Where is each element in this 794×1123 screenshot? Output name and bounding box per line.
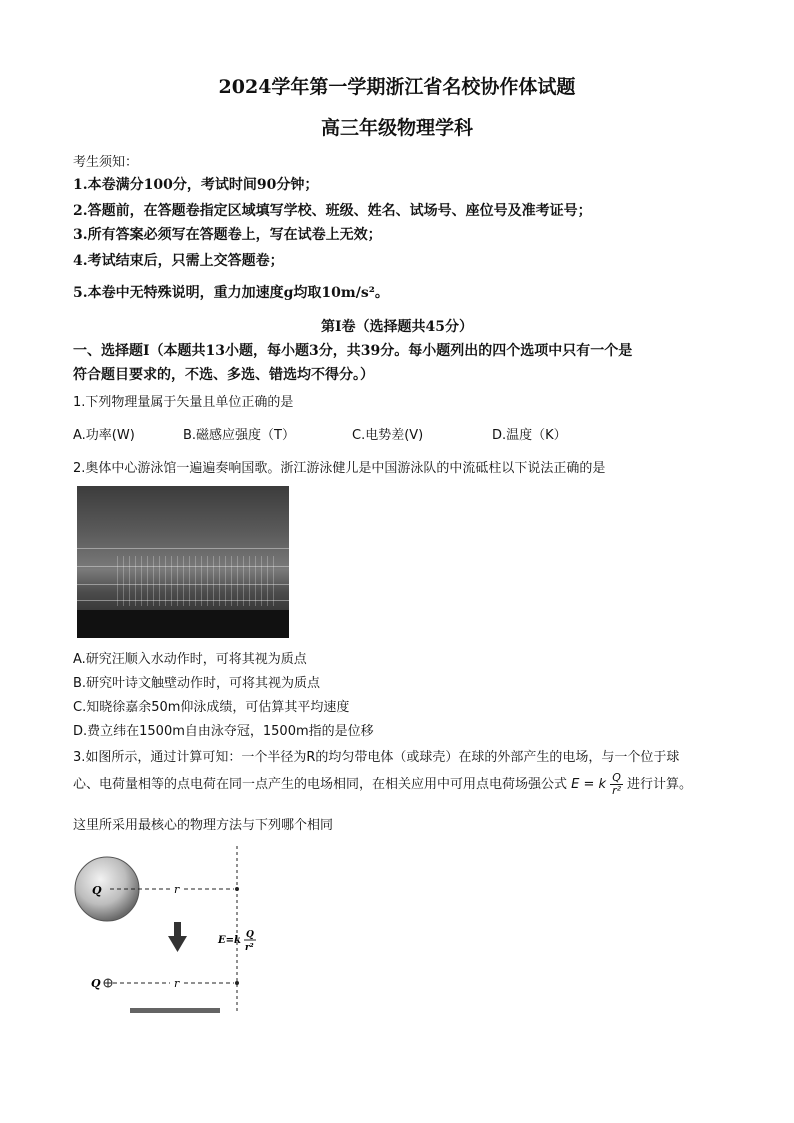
q2-option-d: D.费立纬在1500m自由泳夺冠，1500m指的是位移 [73, 724, 374, 739]
sphere-distance-label: r [174, 883, 180, 896]
q3-formula-num: Q [612, 771, 621, 784]
point-distance-label: r [174, 977, 180, 990]
q1-option-b: B.磁感应强度（T） [183, 428, 295, 443]
section-title: 第I卷（选择题共45分） [320, 319, 474, 335]
swimming-pool-photo [77, 486, 289, 638]
q2-option-a: A.研究汪顺入水动作时，可将其视为质点 [73, 652, 307, 667]
q3-formula-den: r² [612, 784, 621, 797]
q1-option-d: D.温度（K） [492, 428, 567, 443]
q3-formula-fraction [610, 772, 623, 797]
q2-option-c: C.知晓徐嘉余50m仰泳成绩，可估算其平均速度 [73, 700, 350, 715]
figure-formula-den: r² [245, 943, 254, 953]
q3-formula-lhs: E = k [571, 777, 607, 792]
section-instruction-1: 一、选择题I（本题共13小题，每小题3分，共39分。每小题列出的四个选项中只有一个是 [73, 343, 633, 359]
q3-stem-line-2-a: 心、电荷量相等的点电荷在同一点产生的电场相同，在相关应用中可用点电荷场强公式 [73, 777, 568, 792]
charged-sphere [75, 857, 139, 921]
exam-subtitle: 高三年级物理学科 [320, 117, 473, 139]
charged-sphere-figure [70, 846, 270, 1016]
q2-stem: 2.奥体中心游泳馆一遍遍奏响国歌。浙江游泳健儿是中国游泳队的中流砥柱以下说法正确的是 [73, 461, 606, 476]
notice-item-1: 1.本卷满分100分，考试时间90分钟； [73, 177, 319, 193]
point-charge-label: Q [91, 977, 101, 990]
q3-stem-line-2-b: 进行计算。 [627, 777, 693, 792]
q1-option-c: C.电势差(V) [352, 428, 424, 443]
figure-formula-num: Q [246, 930, 254, 940]
q1-stem: 1.下列物理量属于矢量且单位正确的是 [73, 395, 294, 410]
q2-option-b: B.研究叶诗文触壁动作时，可将其视为质点 [73, 676, 321, 691]
notice-item-4: 4.考试结束后，只需上交答题卷； [73, 253, 284, 269]
figure-formula-lhs: E=k [218, 935, 241, 946]
q3-stem-line-1: 3.如图所示，通过计算可知：一个半径为R的均匀带电体（或球壳）在球的外部产生的电场，与一个位于球 [73, 750, 680, 765]
section-instruction-2: 符合题目要求的，不选、多选、错选均不得分。） [73, 367, 374, 383]
q1-option-a: A.功率(W) [73, 428, 135, 443]
down-arrow-icon [168, 922, 187, 952]
exam-title: 2024学年第一学期浙江省名校协作体试题 [218, 76, 576, 98]
q3-stem-line-2 [73, 772, 692, 797]
q3-stem-line-3: 这里所采用最核心的物理方法与下列哪个相同 [73, 818, 334, 833]
notice-item-3: 3.所有答案必须写在答题卷上，写在试卷上无效； [73, 227, 382, 243]
notice-item-2: 2.答题前，在答题卷指定区域填写学校、班级、姓名、试场号、座位号及准考证号； [73, 203, 592, 219]
notice-heading: 考生须知： [73, 155, 139, 170]
notice-item-5: 5.本卷中无特殊说明，重力加速度g均取10m/s²。 [73, 285, 389, 301]
sphere-charge-label: Q [92, 884, 102, 897]
